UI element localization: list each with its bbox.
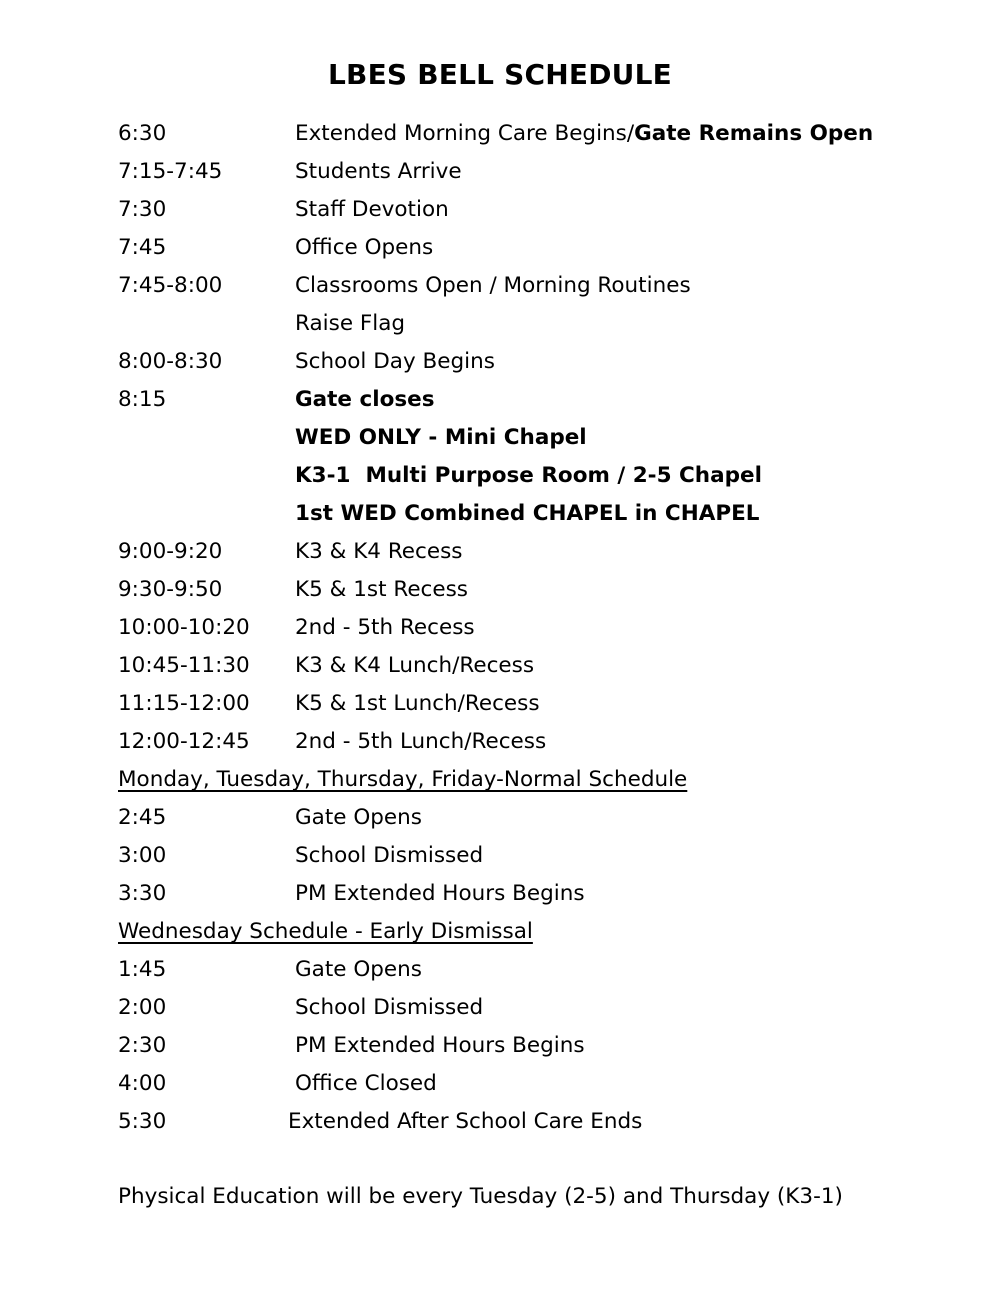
row-time: 1:45 [118, 957, 167, 982]
row-event: Office Opens [295, 235, 434, 260]
row-event: K3 & K4 Lunch/Recess [295, 653, 535, 678]
wednesday-schedule-heading: Wednesday Schedule - Early Dismissal [118, 919, 533, 944]
row-event-text: Extended Morning Care Begins/ [295, 121, 635, 146]
schedule-row [118, 419, 978, 457]
schedule-row [118, 153, 978, 191]
row-time: 7:15-7:45 [118, 159, 223, 184]
row-event: Raise Flag [295, 311, 406, 336]
row-event: Gate Opens [295, 805, 422, 830]
section-heading-normal [118, 761, 978, 799]
row-time: 9:00-9:20 [118, 539, 223, 564]
row-event: PM Extended Hours Begins [295, 1033, 585, 1058]
row-event: 1st WED Combined CHAPEL in CHAPEL [295, 501, 760, 526]
row-event-bold-text: Gate Remains Open [634, 121, 874, 146]
schedule-row [118, 571, 978, 609]
schedule-row [118, 723, 978, 761]
row-time: 7:45 [118, 235, 167, 260]
schedule-row [118, 647, 978, 685]
row-event: Students Arrive [295, 159, 462, 184]
row-event: K5 & 1st Lunch/Recess [295, 691, 540, 716]
schedule-row [118, 305, 978, 343]
row-event: PM Extended Hours Begins [295, 881, 585, 906]
schedule-row [118, 343, 978, 381]
row-time: 9:30-9:50 [118, 577, 223, 602]
row-time: 3:30 [118, 881, 167, 906]
row-time: 3:00 [118, 843, 167, 868]
row-event: WED ONLY - Mini Chapel [295, 425, 587, 450]
row-event: Office Closed [295, 1071, 437, 1096]
row-event: Gate closes [295, 387, 435, 412]
schedule-row [118, 229, 978, 267]
page-title: LBES BELL SCHEDULE [328, 58, 672, 91]
row-time: 7:45-8:00 [118, 273, 223, 298]
row-event: School Day Begins [295, 349, 495, 374]
footer-note: Physical Education will be every Tuesday (2-5) and Thursday (K3-1) [118, 1184, 843, 1209]
schedule-row [118, 457, 978, 495]
row-time: 10:45-11:30 [118, 653, 250, 678]
row-time: 2:00 [118, 995, 167, 1020]
schedule-row [118, 267, 978, 305]
schedule-list [118, 115, 978, 1141]
schedule-row [118, 495, 978, 533]
schedule-row [118, 381, 978, 419]
row-event: K3 & K4 Recess [295, 539, 463, 564]
normal-schedule-heading: Monday, Tuesday, Thursday, Friday-Normal Schedule [118, 767, 688, 792]
row-event: Staff Devotion [295, 197, 449, 222]
row-event: 2nd - 5th Recess [295, 615, 475, 640]
schedule-row [118, 1103, 978, 1141]
row-event: 2nd - 5th Lunch/Recess [295, 729, 547, 754]
row-time: 4:00 [118, 1071, 167, 1096]
schedule-row [118, 875, 978, 913]
schedule-row [118, 1065, 978, 1103]
schedule-row [118, 1027, 978, 1065]
row-event: Gate Opens [295, 957, 422, 982]
row-time: 11:15-12:00 [118, 691, 250, 716]
row-event: School Dismissed [295, 995, 484, 1020]
schedule-row [118, 837, 978, 875]
schedule-row [118, 115, 978, 153]
row-event: School Dismissed [295, 843, 484, 868]
row-time: 10:00-10:20 [118, 615, 250, 640]
schedule-row [118, 989, 978, 1027]
schedule-row [118, 685, 978, 723]
row-time: 8:15 [118, 387, 167, 412]
row-event: Extended After School Care Ends [288, 1109, 643, 1134]
row-event: Classrooms Open / Morning Routines [295, 273, 691, 298]
row-time: 12:00-12:45 [118, 729, 250, 754]
row-time: 6:30 [118, 121, 167, 146]
row-event: K3-1 Multi Purpose Room / 2-5 Chapel [295, 463, 762, 488]
schedule-row [118, 609, 978, 647]
row-time: 2:30 [118, 1033, 167, 1058]
row-event [295, 115, 873, 153]
schedule-row [118, 191, 978, 229]
row-time: 7:30 [118, 197, 167, 222]
schedule-row [118, 533, 978, 571]
schedule-row [118, 799, 978, 837]
row-time: 8:00-8:30 [118, 349, 223, 374]
section-heading-wednesday [118, 913, 978, 951]
row-event: K5 & 1st Recess [295, 577, 469, 602]
row-time: 2:45 [118, 805, 167, 830]
schedule-row [118, 951, 978, 989]
row-time: 5:30 [118, 1109, 167, 1134]
